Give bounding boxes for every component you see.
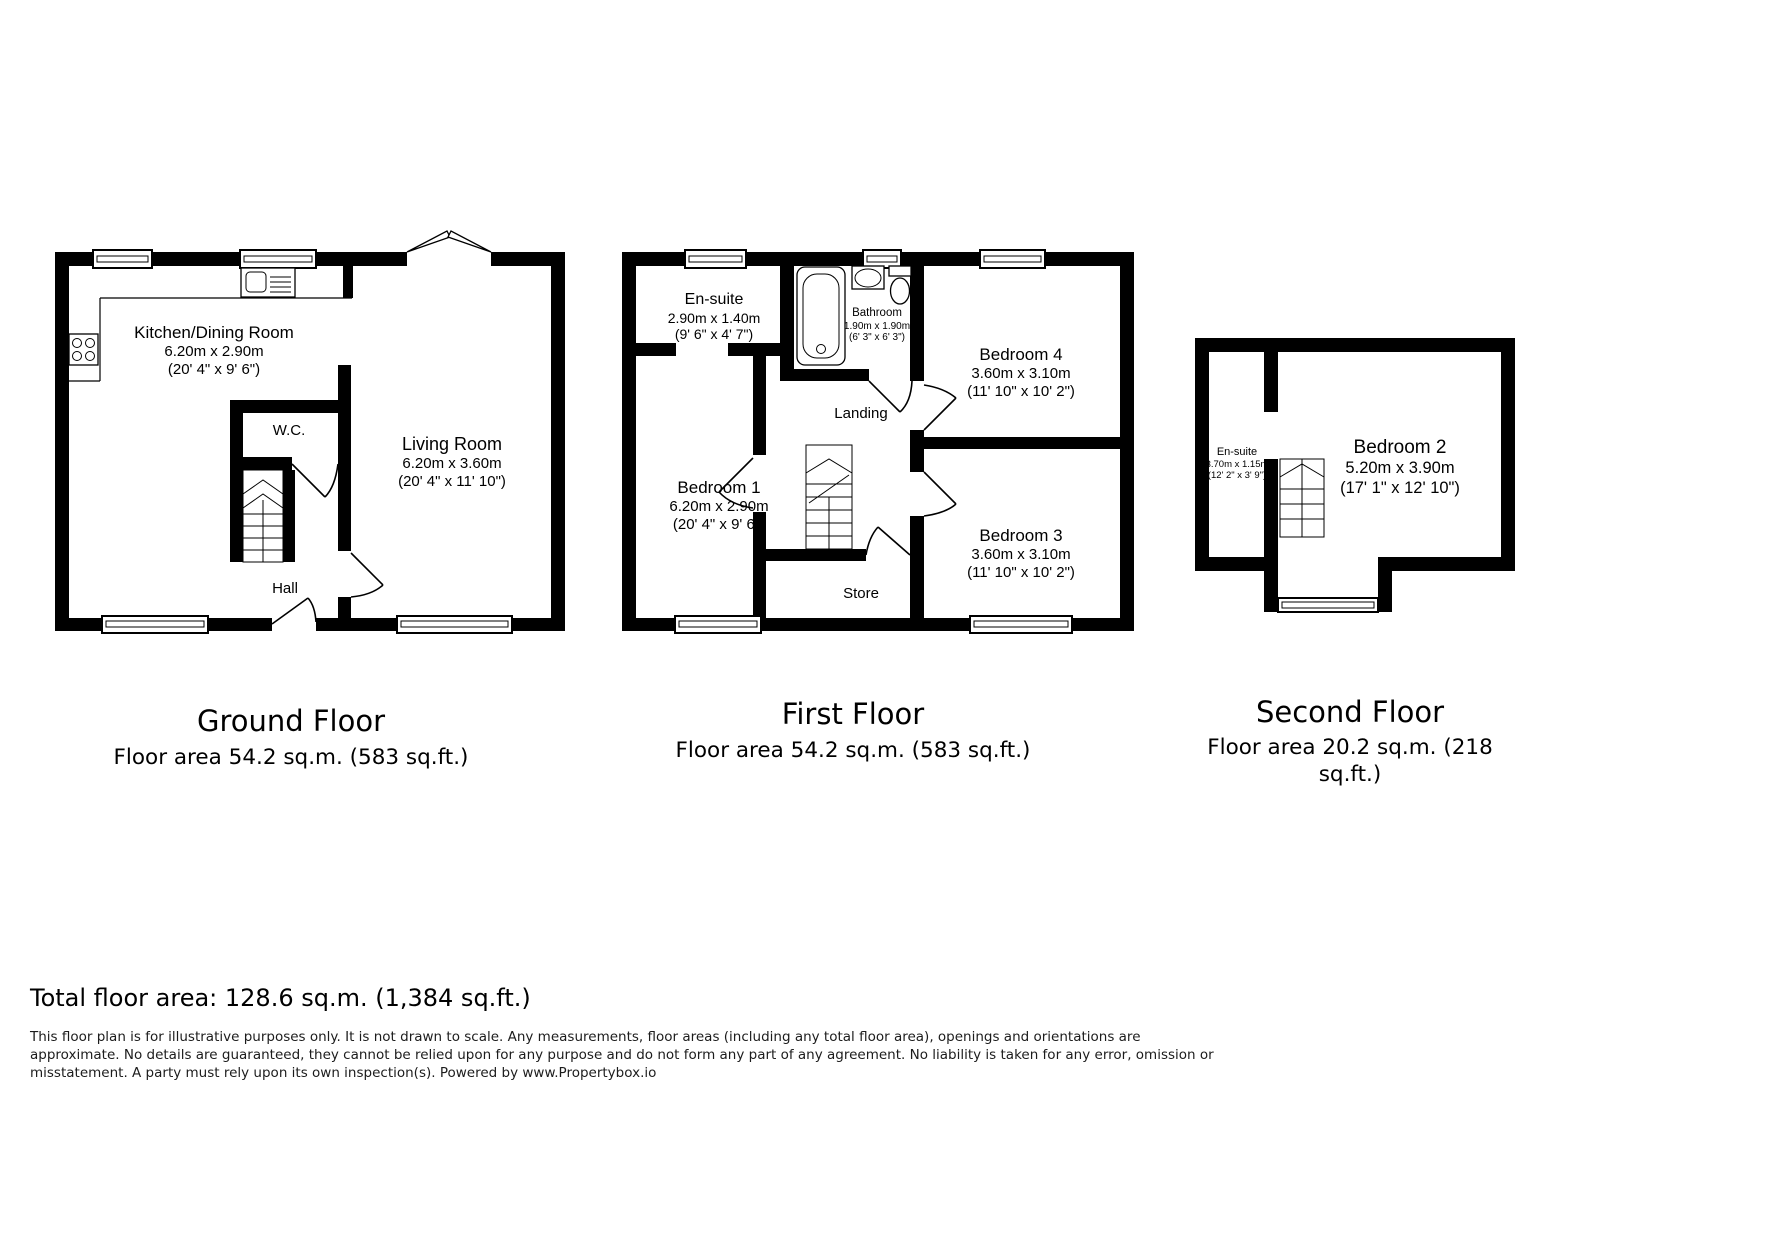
floor-area-second: Floor area 20.2 sq.m. (218 sq.ft.) (1207, 735, 1493, 787)
room-label-kitchen-dining (134, 323, 294, 378)
door-swing (292, 464, 338, 497)
room-name: Bedroom 4 (979, 345, 1063, 364)
window (102, 616, 208, 633)
window (675, 616, 761, 633)
door-swing (272, 598, 316, 624)
room-dims-metric: 3.60m x 3.10m (971, 365, 1071, 383)
room-dims-imperial: (12' 2" x 3' 9") (1207, 470, 1267, 482)
room-dims-metric: 3.70m x 1.15m (1205, 458, 1269, 470)
room-dims-metric: 1.90m x 1.90m (843, 320, 911, 332)
room-dims-metric: 2.90m x 1.40m (667, 309, 761, 326)
room-label-wc (273, 422, 306, 440)
hob-icon (69, 334, 98, 365)
room-name: En-suite (1216, 446, 1258, 458)
french-door-icon (407, 231, 491, 252)
room-dims-metric: 6.20m x 2.90m (669, 498, 769, 516)
room-label-bathroom (844, 307, 910, 344)
window (240, 250, 316, 268)
disclaimer (30, 1028, 1214, 1082)
floor-title-ground: Ground Floor (196, 704, 386, 738)
toilet-icon (889, 266, 911, 304)
room-dims-imperial: (11' 10" x 10' 2") (967, 563, 1075, 581)
room-name: W.C. (272, 422, 306, 439)
room-dims-metric: 3.60m x 3.10m (971, 546, 1071, 564)
window (93, 250, 152, 268)
bathtub-icon (797, 267, 845, 365)
room-label-bedroom2 (1340, 437, 1460, 498)
room-label-bedroom1 (669, 478, 768, 533)
window (863, 250, 901, 268)
room-dims-metric: 6.20m x 2.90m (164, 343, 264, 361)
room-label-ensuite-second (1206, 446, 1269, 481)
door-swing (351, 553, 383, 597)
window (685, 250, 746, 268)
room-name: Landing (834, 405, 888, 422)
ground-floor-plan (55, 231, 565, 633)
floor-title-first: First Floor (781, 697, 925, 731)
door-swing (924, 385, 956, 430)
floor-area-first: Floor area 54.2 sq.m. (583 sq.ft.) (675, 738, 1031, 763)
room-name: Store (843, 585, 879, 602)
room-label-hall (272, 580, 298, 598)
disclaimer-line: This floor plan is for illustrative purposes only. It is not drawn to scale. Any measurements, floor areas (including any total floor area), openings and orientations are (30, 1029, 1141, 1045)
basin-icon (852, 266, 884, 289)
room-name: En-suite (684, 291, 744, 308)
room-label-ensuite-first (668, 291, 761, 343)
room-label-landing (834, 405, 887, 423)
door-swing (924, 472, 956, 516)
sink-icon (241, 268, 295, 297)
room-dims-imperial: (20' 4" x 9' 6") (672, 515, 766, 533)
room-dims-imperial: (9' 6" x 4' 7") (674, 326, 754, 343)
disclaimer-line: approximate. No details are guaranteed, they cannot be relied upon for any purpose and do not form any part of any agreement. No liability is taken for any error, omission or (30, 1047, 1214, 1063)
room-dims-imperial: (20' 4" x 11' 10") (398, 472, 506, 490)
window (970, 616, 1072, 633)
stairs-icon (806, 445, 852, 549)
room-label-bedroom3 (967, 526, 1075, 581)
room-dims-imperial: (20' 4" x 9' 6") (167, 360, 261, 378)
room-name: Bedroom 3 (979, 526, 1063, 545)
room-name: Hall (272, 580, 298, 597)
room-name: Kitchen/Dining Room (134, 323, 294, 342)
room-name: Bathroom (852, 307, 902, 319)
room-name: Bedroom 2 (1353, 437, 1447, 458)
window (980, 250, 1045, 268)
total-floor-area: Total floor area: 128.6 sq.m. (1,384 sq.ft.) (30, 984, 531, 1012)
room-dims-imperial: (11' 10" x 10' 2") (967, 382, 1075, 400)
window (1278, 598, 1378, 612)
room-dims-metric: 6.20m x 3.60m (402, 455, 502, 473)
room-name: Living Room (401, 434, 503, 454)
floor-title-second: Second Floor (1255, 695, 1445, 729)
room-label-living-room (398, 434, 506, 491)
room-dims-metric: 5.20m x 3.90m (1345, 459, 1455, 478)
floor-area-ground: Floor area 54.2 sq.m. (583 sq.ft.) (113, 745, 469, 770)
disclaimer-line: misstatement. A party must rely upon its own inspection(s). Powered by www.Propertybox.io (30, 1065, 657, 1081)
room-name: Bedroom 1 (677, 478, 761, 497)
room-label-bedroom4 (967, 345, 1075, 400)
door-swing (866, 527, 910, 555)
room-dims-imperial: (6' 3" x 6' 3") (849, 332, 905, 344)
stairs-icon (243, 470, 283, 562)
window (397, 616, 512, 633)
room-dims-imperial: (17' 1" x 12' 10") (1340, 478, 1460, 497)
stairs-icon (1280, 459, 1324, 537)
room-label-store (843, 585, 879, 603)
